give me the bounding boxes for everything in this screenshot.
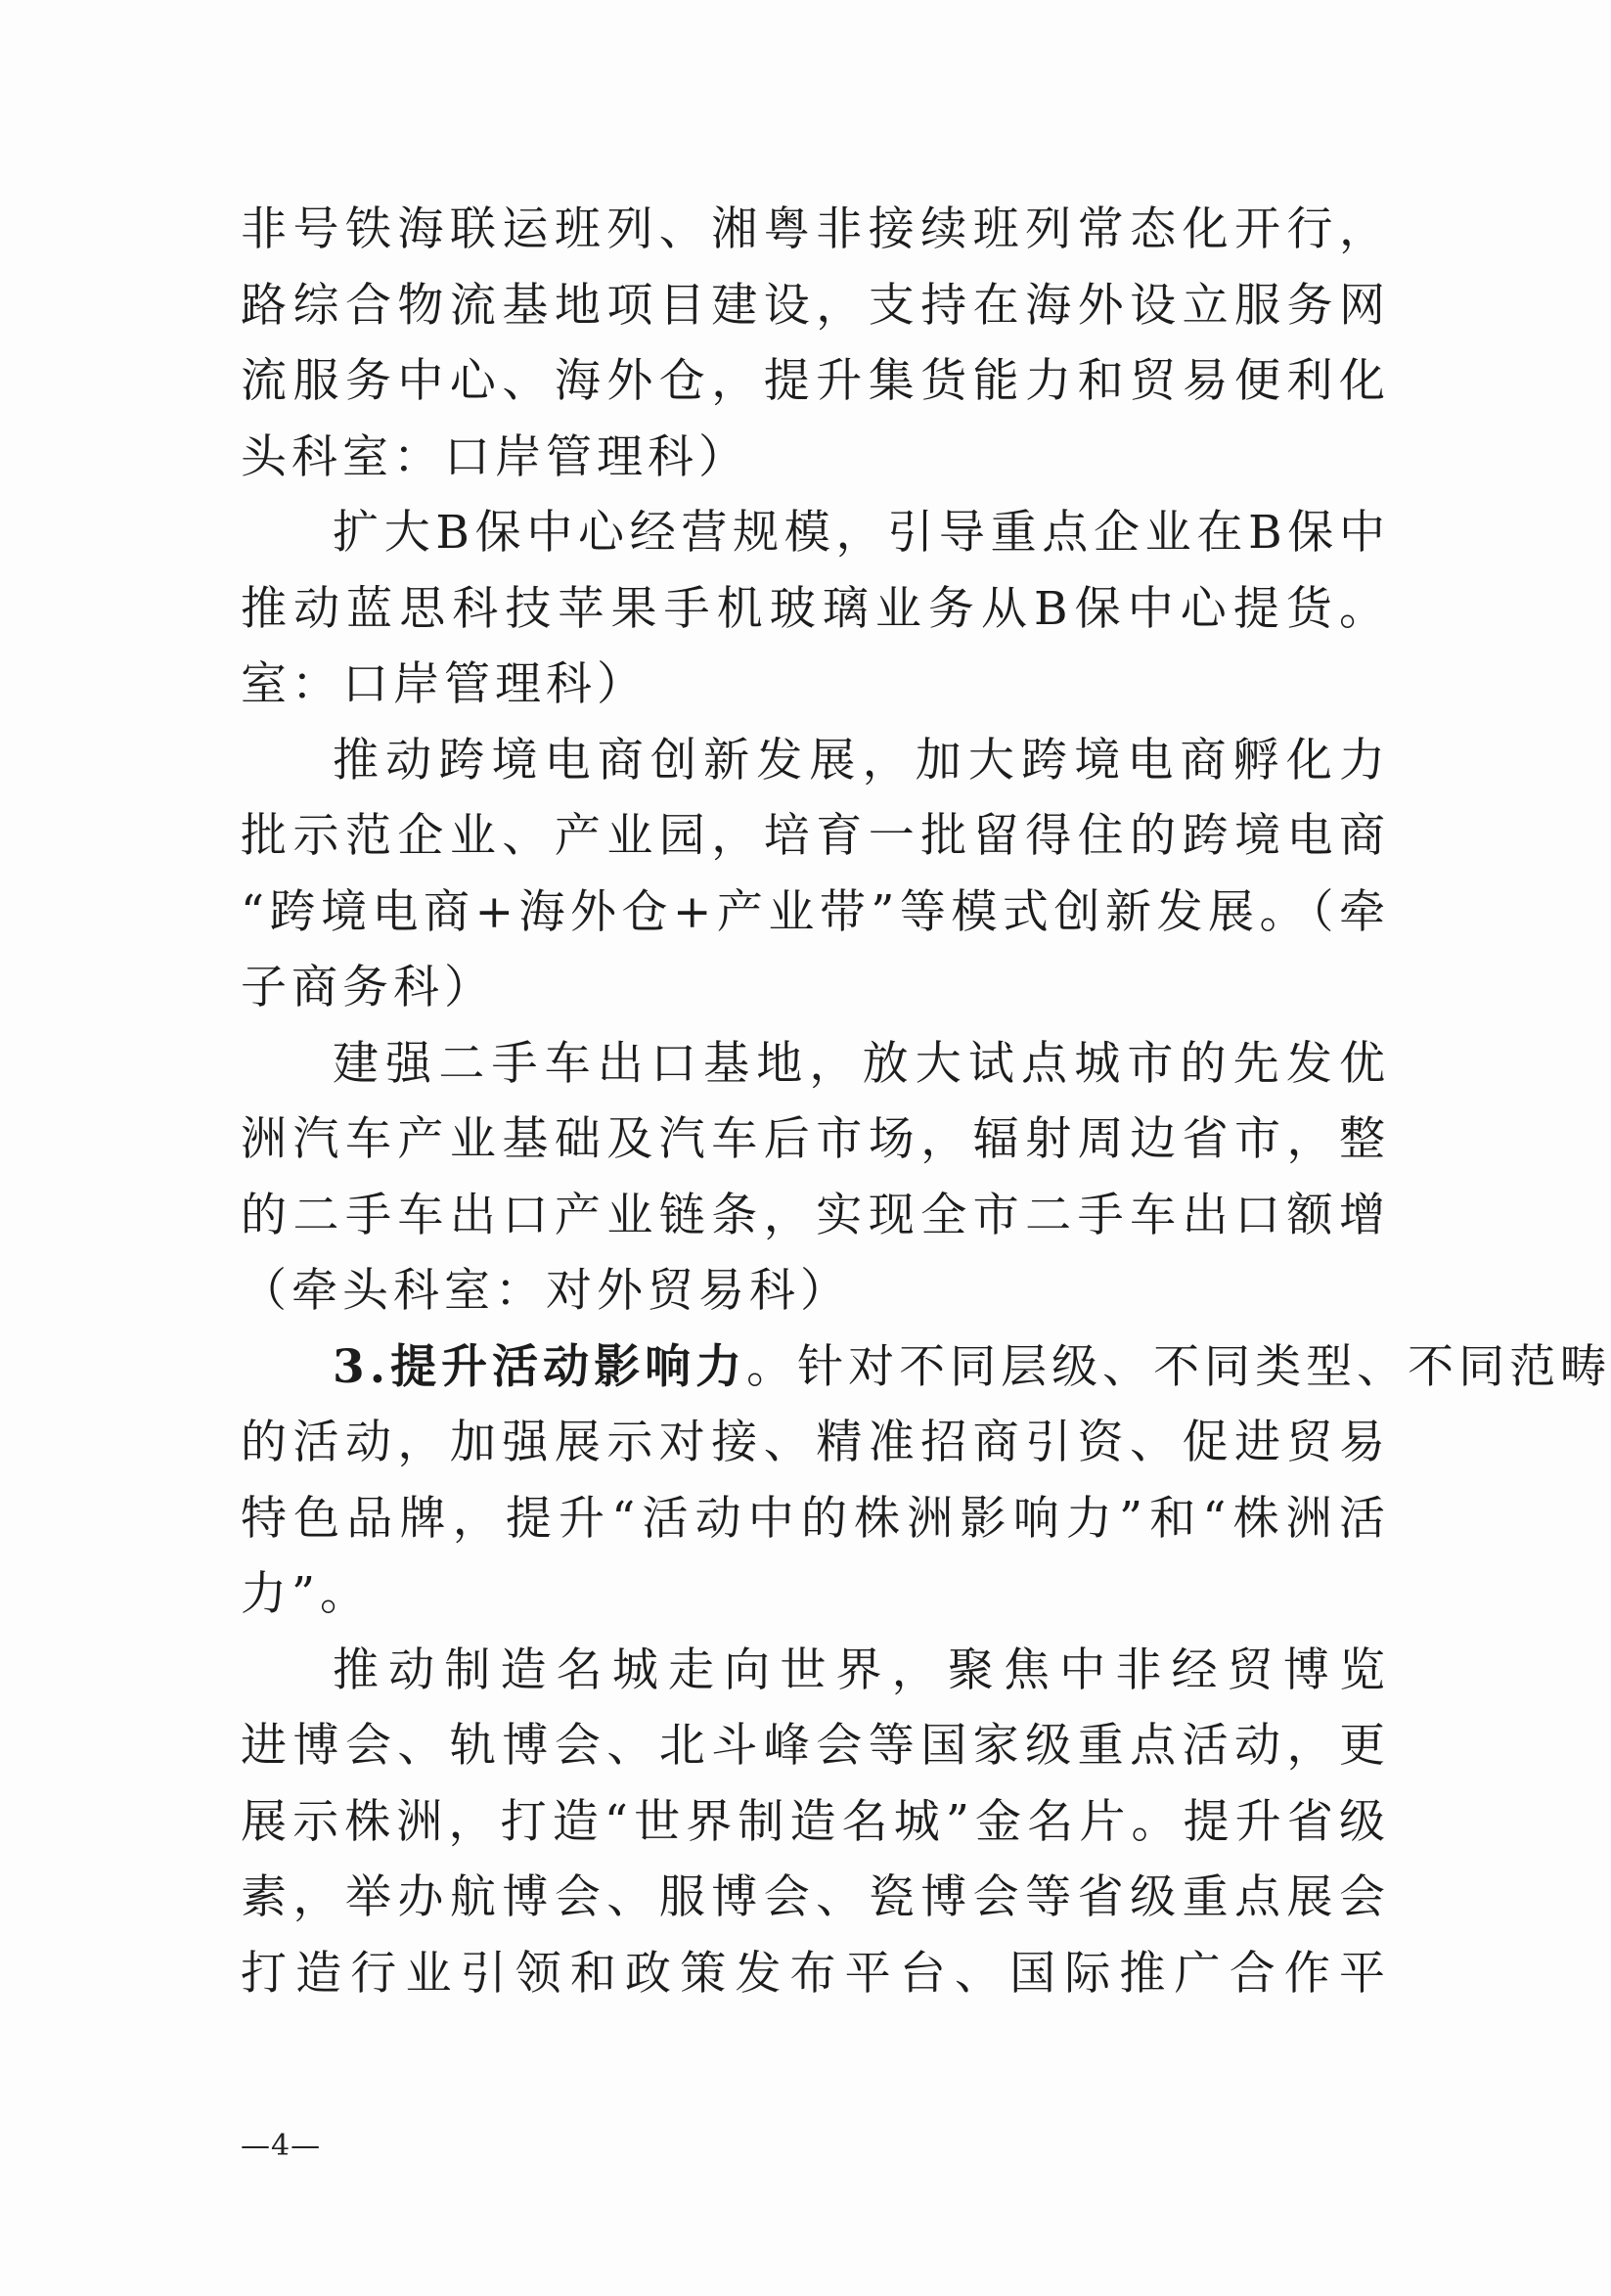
body-text xyxy=(241,192,1611,2011)
paragraph-cross-border-ecommerce xyxy=(241,723,1390,1026)
text-line: 推动制造名城走向世界，聚焦中非经贸博览 xyxy=(333,1643,1390,1697)
text-line: 特色品牌，提升“活动中的株洲影响力”和“株洲活 xyxy=(241,1491,1390,1546)
text-line: 打造行业引领和政策发布平台、国际推广合作平 xyxy=(241,1946,1390,2001)
text-line: 非号铁海联运班列、湘粤非接续班列常态化开行， xyxy=(241,203,1390,256)
text-line: 力”。 xyxy=(241,1567,372,1621)
paragraph-used-car-export xyxy=(241,1026,1390,1329)
heading-continuation: 。针对不同层级、不同类型、不同范畴 xyxy=(746,1339,1611,1394)
text-line: 扩大B保中心经营规模，引导重点企业在B保中 xyxy=(333,506,1390,560)
text-line: 进博会、轨博会、北斗峰会等国家级重点活动，更 xyxy=(241,1719,1390,1773)
text-line: 子商务科） xyxy=(241,961,495,1014)
text-line: 素，举办航博会、服博会、瓷博会等省级重点展会 xyxy=(241,1870,1390,1924)
text-line: （牵头科室：对外贸易科） xyxy=(241,1264,851,1318)
text-line: 推动跨境电商创新发展，加大跨境电商孵化力 xyxy=(333,733,1390,788)
page-number: —4— xyxy=(241,2129,322,2163)
text-line: 批示范企业、产业园，培育一批留得住的跨境电商 xyxy=(241,809,1390,863)
text-line: 的活动，加强展示对接、精准招商引资、促进贸易 xyxy=(241,1416,1390,1469)
text-line xyxy=(241,1329,1611,1406)
text-line: “跨境电商+海外仓+产业带”等模式创新发展。（牵 xyxy=(241,884,1390,939)
text-line: 头科室：口岸管理科） xyxy=(241,429,749,484)
text-line: 室：口岸管理科） xyxy=(241,657,648,711)
text-line: 展示株洲，打造“世界制造名城”金名片。提升省级 xyxy=(241,1794,1390,1849)
text-line: 路综合物流基地项目建设，支持在海外设立服务网 xyxy=(241,278,1390,333)
text-line: 流服务中心、海外仓，提升集货能力和贸易便利化 xyxy=(241,354,1390,408)
paragraph-manufacturing-city xyxy=(241,1633,1390,2012)
paragraph-activity-influence xyxy=(241,1329,1611,1633)
paragraph-bonded-center xyxy=(241,495,1390,723)
text-line: 推动蓝思科技苹果手机玻璃业务从B保中心提货。 xyxy=(241,581,1390,636)
text-line: 建强二手车出口基地，放大试点城市的先发优 xyxy=(333,1036,1390,1091)
section-heading: 3.提升活动影响力 xyxy=(333,1339,747,1394)
text-line: 洲汽车产业基础及汽车后市场，辐射周边省市，整 xyxy=(241,1112,1390,1166)
paragraph-port-logistics xyxy=(241,192,1390,495)
text-line: 的二手车出口产业链条，实现全市二手车出口额增 xyxy=(241,1188,1390,1242)
